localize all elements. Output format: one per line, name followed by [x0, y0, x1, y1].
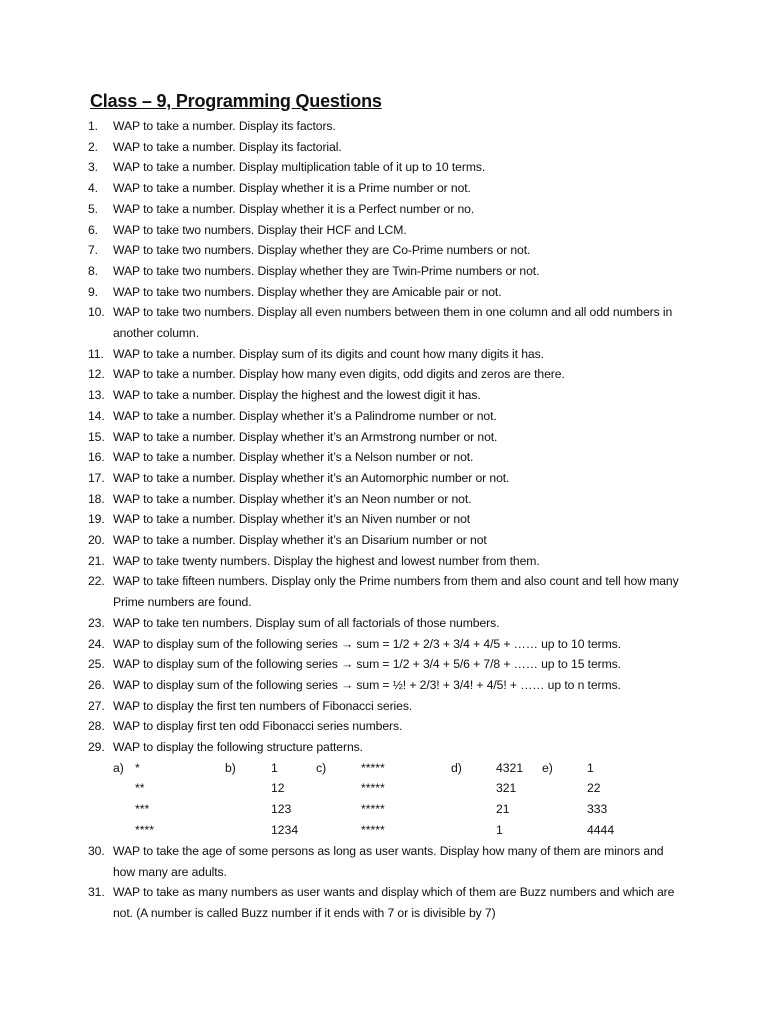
- question-number: 30.: [88, 843, 105, 858]
- question-item: [88, 675, 688, 696]
- question-number: 18.: [88, 491, 105, 506]
- question-number: 22.: [88, 574, 105, 589]
- question-item: [88, 137, 688, 158]
- question-number: 9.: [88, 284, 98, 299]
- pattern-label: a): [113, 760, 124, 775]
- question-text: WAP to take a number. Display whether it’s an Automorphic number or not.: [113, 470, 510, 485]
- question-text: WAP to display first ten odd Fibonacci series numbers.: [113, 719, 403, 734]
- pattern-cell: ***: [135, 802, 150, 817]
- question-number: 26.: [88, 677, 105, 692]
- question-text: WAP to take a number. Display its factors.: [113, 119, 336, 133]
- question-item: [88, 199, 688, 220]
- question-list: [88, 116, 688, 924]
- pattern-cell: 4444: [587, 822, 615, 837]
- question-item: [88, 282, 688, 303]
- pattern-cell: *****: [361, 781, 385, 796]
- question-number: 7.: [88, 243, 98, 258]
- pattern-cell: **: [135, 781, 145, 796]
- question-item: [88, 220, 688, 241]
- question-item: [88, 157, 688, 178]
- question-number: 16.: [88, 450, 105, 465]
- question-text: WAP to take two numbers. Display whether they are Twin-Prime numbers or not.: [113, 263, 540, 278]
- question-number: 15.: [88, 429, 105, 444]
- question-number: 21.: [88, 553, 105, 568]
- question-item: [88, 406, 688, 427]
- question-number: 10.: [88, 305, 105, 320]
- question-item: [88, 427, 688, 448]
- question-number: 24.: [88, 636, 105, 651]
- question-text: WAP to display the first ten numbers of Fibonacci series.: [113, 698, 413, 713]
- pattern-cell: 4321: [496, 760, 524, 775]
- question-text: WAP to take a number. Display whether it is a Prime number or not.: [113, 181, 471, 196]
- question-item: [88, 178, 688, 199]
- question-text: WAP to take twenty numbers. Display the highest and lowest number from them.: [113, 553, 540, 568]
- pattern-cell: *****: [361, 760, 385, 775]
- question-item: [88, 530, 688, 551]
- question-number: 23.: [88, 615, 105, 630]
- pattern-label: c): [316, 760, 327, 775]
- question-number: 6.: [88, 222, 98, 237]
- question-text: WAP to take a number. Display whether it is a Perfect number or no.: [113, 201, 475, 216]
- question-text: WAP to take a number. Display whether it’s a Nelson number or not.: [113, 450, 474, 465]
- question-item: [88, 634, 688, 655]
- question-item: [88, 571, 688, 612]
- question-text: WAP to take a number. Display how many even digits, odd digits and zeros are there.: [113, 367, 565, 382]
- question-text: WAP to take a number. Display whether it’s an Armstrong number or not.: [113, 429, 498, 444]
- question-item: [88, 882, 688, 923]
- pattern-cell: 1234: [271, 822, 299, 837]
- question-number: 25.: [88, 657, 105, 672]
- question-number: 1.: [88, 119, 98, 133]
- question-item: [88, 468, 688, 489]
- question-item: [88, 841, 688, 882]
- question-number: 13.: [88, 388, 105, 403]
- question-text: WAP to take a number. Display whether it’s a Palindrome number or not.: [113, 408, 497, 423]
- question-item: [88, 551, 688, 572]
- question-text: WAP to take a number. Display sum of its digits and count how many digits it has.: [113, 346, 544, 361]
- question-item: [88, 302, 688, 343]
- pattern-cell: *****: [361, 822, 385, 837]
- question-number: 5.: [88, 201, 98, 216]
- question-text: WAP to take two numbers. Display whether they are Amicable pair or not.: [113, 284, 502, 299]
- question-number: 4.: [88, 181, 98, 196]
- pattern-cell: 1: [496, 822, 503, 837]
- question-item: [88, 385, 688, 406]
- question-item: [88, 509, 688, 530]
- question-text: WAP to take a number. Display its factorial.: [113, 139, 342, 154]
- question-item: [88, 696, 688, 717]
- question-number: 14.: [88, 408, 105, 423]
- question-text: WAP to display the following structure patterns.: [113, 740, 363, 755]
- question-item: [88, 489, 688, 510]
- question-text: WAP to take two numbers. Display all even numbers between them in one column and all odd numbers in another column.: [113, 305, 673, 341]
- question-number: 8.: [88, 263, 98, 278]
- question-item: [88, 716, 688, 737]
- question-text: WAP to take the age of some persons as long as user wants. Display how many of them are minors and how many are adults.: [113, 843, 664, 879]
- question-item: [88, 613, 688, 634]
- pattern-cell: 333: [587, 802, 608, 817]
- pattern-cell: 12: [271, 781, 285, 796]
- question-text: WAP to take a number. Display whether it’s an Niven number or not: [113, 512, 471, 527]
- question-number: 27.: [88, 698, 105, 713]
- question-item: [88, 344, 688, 365]
- question-number: 28.: [88, 719, 105, 734]
- pattern-row: [88, 799, 728, 820]
- pattern-cell: 321: [496, 781, 517, 796]
- question-text: WAP to take ten numbers. Display sum of all factorials of those numbers.: [113, 615, 500, 630]
- question-number: 20.: [88, 533, 105, 548]
- question-number: 29.: [88, 740, 105, 755]
- pattern-cell: 123: [271, 802, 292, 817]
- pattern-row: [88, 778, 728, 799]
- pattern-cell: *: [135, 760, 140, 775]
- question-text: WAP to take a number. Display whether it’s an Disarium number or not: [113, 533, 487, 548]
- question-number: 2.: [88, 139, 98, 154]
- pattern-label: e): [542, 760, 553, 775]
- question-item: [88, 240, 688, 261]
- pattern-cell: ****: [135, 822, 154, 837]
- question-item: [88, 737, 688, 758]
- question-number: 31.: [88, 885, 105, 900]
- question-number: 11.: [88, 346, 104, 361]
- question-text: WAP to take a number. Display whether it’s an Neon number or not.: [113, 491, 472, 506]
- pattern-table: [88, 758, 688, 841]
- pattern-row: [88, 820, 728, 841]
- question-number: 19.: [88, 512, 105, 527]
- question-text: WAP to take a number. Display multiplication table of it up to 10 terms.: [113, 160, 486, 175]
- question-item: [88, 261, 688, 282]
- pattern-cell: 22: [587, 781, 601, 796]
- question-number: 3.: [88, 160, 98, 175]
- pattern-row: [88, 758, 728, 779]
- pattern-label: b): [225, 760, 236, 775]
- question-text: WAP to display sum of the following series → sum = 1/2 + 3/4 + 5/6 + 7/8 + …… up to 15 terms.: [113, 657, 621, 672]
- question-text: WAP to take fifteen numbers. Display only the Prime numbers from them and also count and tell how many Prime numbers are found.: [113, 574, 679, 610]
- question-text: WAP to display sum of the following series → sum = ½! + 2/3! + 3/4! + 4/5! + …… up to n terms.: [113, 677, 621, 692]
- question-item: [88, 654, 688, 675]
- question-text: WAP to take as many numbers as user wants and display which of them are Buzz numbers and which are not. (A number is called Buzz number if it ends with 7 or is divisible by 7): [113, 885, 675, 920]
- question-text: WAP to take two numbers. Display their HCF and LCM.: [113, 222, 407, 237]
- question-text: WAP to take two numbers. Display whether they are Co-Prime numbers or not.: [113, 243, 531, 258]
- question-item: [88, 116, 688, 137]
- pattern-label: d): [451, 760, 462, 775]
- question-item: [88, 364, 688, 385]
- question-text: WAP to take a number. Display the highest and the lowest digit it has.: [113, 388, 481, 403]
- question-item: [88, 447, 688, 468]
- question-number: 17.: [88, 470, 105, 485]
- pattern-cell: 1: [271, 760, 278, 775]
- page-title: Class – 9, Programming Questions: [90, 91, 382, 111]
- question-number: 12.: [88, 367, 105, 382]
- pattern-cell: 21: [496, 802, 510, 817]
- pattern-cell: *****: [361, 802, 385, 817]
- pattern-cell: 1: [587, 760, 594, 775]
- question-text: WAP to display sum of the following series → sum = 1/2 + 2/3 + 3/4 + 4/5 + …… up to 10 terms.: [113, 636, 621, 651]
